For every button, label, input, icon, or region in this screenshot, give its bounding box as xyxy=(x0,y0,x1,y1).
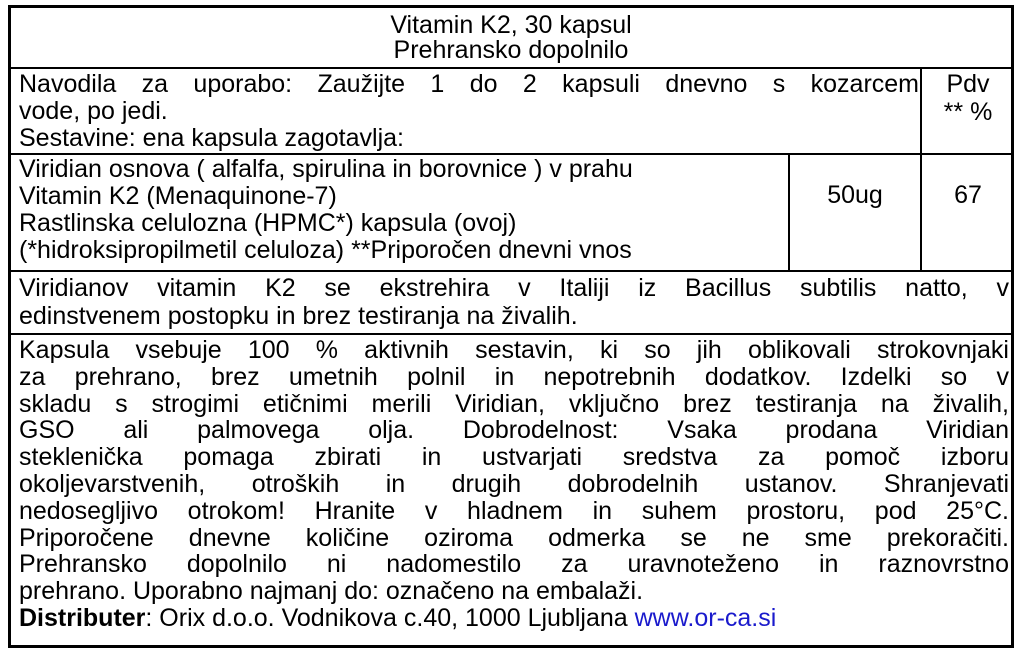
description-line: prehrano. Uporabno najmanj do: označeno na embalaži. xyxy=(19,577,644,606)
description-line: Priporočene dnevne količine oziroma odmerka se ne sme prekoračiti. xyxy=(19,523,1009,552)
origin-line: Viridianov vitamin K2 se ekstrehira v Italiji iz Bacillus subtilis natto, v xyxy=(19,274,1009,302)
description-line: GSO ali palmovega olja. Dobrodelnost: Vsaka prodana Viridian xyxy=(19,416,1009,445)
ingredient-line: Viridian osnova ( alfalfa, spirulina in borovnice ) v prahu xyxy=(19,155,633,183)
divider xyxy=(11,333,1011,335)
divider xyxy=(788,153,790,270)
divider xyxy=(11,270,1011,272)
description-line: nedosegljivo otrokom! Hranite v hladnem in suhem prostoru, pod 25°C. xyxy=(19,496,1009,525)
ingredient-amount: 50ug xyxy=(827,181,883,209)
pdv-header-cell xyxy=(922,70,1014,126)
directions-line: vode, po jedi. xyxy=(19,97,168,125)
ingredient-line: Vitamin K2 (Menaquinone-7) xyxy=(19,182,337,210)
product-subtitle: Prehransko dopolnilo xyxy=(393,36,629,64)
description-line: okoljevarstvenih, otroških in drugih dobrodelnih ustanov. Shranjevati xyxy=(19,469,1009,498)
pdv-header-unit: ** % xyxy=(943,98,993,126)
description-line: skladu s strogimi etičnimi merili Viridian, vključno brez testiranja na živalih, xyxy=(19,389,1009,418)
origin-cell xyxy=(19,274,1009,330)
description-line: Prehransko dopolnilo ni nadomestilo za uravnoteženo in raznovrstno xyxy=(19,550,1009,579)
ingredient-line: (*hidroksipropilmetil celuloza) **Priporočen dnevni vnos xyxy=(19,236,632,264)
directions-line: Navodila za uporabo: Zaužijte 1 do 2 kapsuli dnevno s kozarcem xyxy=(19,70,919,98)
directions-cell xyxy=(19,69,919,155)
description-line: za prehrano, brez umetnih polnil in nepotrebnih dodatkov. Izdelki so v xyxy=(19,362,1009,391)
distributor-address: : Orix d.o.o. Vodnikova c.40, 1000 Ljubljana xyxy=(145,603,635,632)
origin-line: edinstvenem postopku in brez testiranja na živalih. xyxy=(19,302,578,330)
pdv-value-cell xyxy=(922,181,1014,209)
pdv-header-label: Pdv xyxy=(946,70,990,98)
product-label xyxy=(8,5,1014,648)
amount-cell xyxy=(790,181,920,209)
description-cell xyxy=(19,337,1009,632)
distributor-line xyxy=(19,605,1009,632)
product-title: Vitamin K2, 30 kapsul xyxy=(390,11,632,39)
label-header xyxy=(11,8,1011,70)
description-line: steklenička pomaga zbirati in ustvarjati sredstva za pomoč izboru xyxy=(19,443,1009,472)
pdv-value: 67 xyxy=(954,181,982,209)
divider xyxy=(920,153,922,270)
ingredients-cell xyxy=(19,156,789,264)
description-line: Kapsula vsebuje 100 % aktivnih sestavin, ki so jih oblikovali strokovnjaki xyxy=(19,336,1009,364)
ingredients-intro: Sestavine: ena kapsula zagotavlja: xyxy=(19,124,404,152)
website-link[interactable]: www.or-ca.si xyxy=(634,603,777,632)
ingredient-line: Rastlinska celulozna (HPMC*) kapsula (ovoj) xyxy=(19,209,517,237)
distributor-label: Distributer xyxy=(19,603,146,632)
